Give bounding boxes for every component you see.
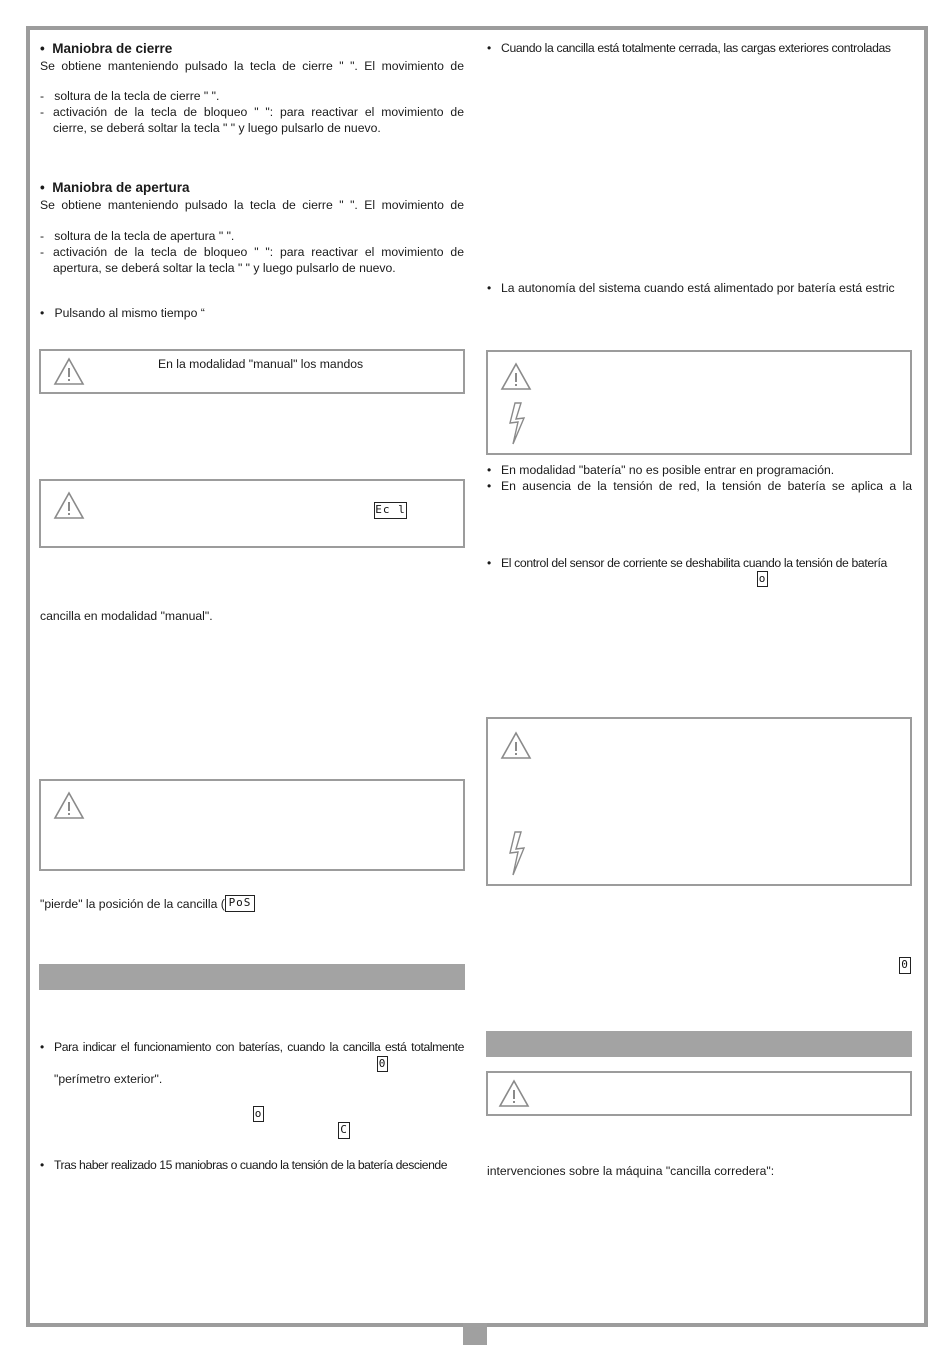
closing-dash-2-cont: cierre, se deberá soltar la tecla " " y luego pulsarlo de nuevo. <box>53 121 381 135</box>
cancilla-manual-text: cancilla en modalidad "manual". <box>40 609 213 623</box>
mode-bullet: En modalidad "batería" no es posible entrar en programación. <box>501 463 835 477</box>
opening-paragraph: Se obtiene manteniendo pulsado la tecla de cierre " ". El movimiento de <box>40 198 464 212</box>
lightning-bolt-icon <box>506 402 528 446</box>
lcd-o-right: o <box>758 572 767 585</box>
interventions-text: intervenciones sobre la máquina "cancilla corredera": <box>487 1164 775 1178</box>
lcd-c-display: C <box>338 1122 350 1139</box>
pressing-bullet: • Pulsando al mismo tiempo “ <box>40 306 205 320</box>
sensor-bullet: El control del sensor de corriente se deshabilita cuando la tensión de batería <box>501 556 887 570</box>
warning-triangle-icon <box>53 357 85 387</box>
warning-triangle-icon <box>500 731 532 761</box>
warning-manual-text: En la modalidad "manual" los mandos <box>158 357 364 371</box>
closing-paragraph: Se obtiene manteniendo pulsado la tecla de cierre " ". El movimiento de <box>40 59 464 73</box>
battery-bullet-2-marker: • <box>40 1158 45 1172</box>
absence-bullet: En ausencia de la tensión de red, la tensión de batería se aplica a la <box>501 479 912 493</box>
lightning-bolt-icon <box>506 831 528 877</box>
pierde-text: "pierde" la posición de la cancilla ( <box>40 897 225 911</box>
warning-box-tc <box>39 479 465 548</box>
closing-heading: • Maniobra de cierre <box>40 41 173 56</box>
warning-triangle-icon <box>498 1079 530 1109</box>
closed-bullet: Cuando la cancilla está totalmente cerrada, las cargas exteriores controladas <box>501 41 891 55</box>
warning-box-right-1 <box>486 350 912 455</box>
battery-bullet-marker: • <box>40 1040 45 1054</box>
battery-bullet-2: Tras haber realizado 15 maniobras o cuando la tensión de la batería desciende <box>54 1158 448 1172</box>
section-bar-right <box>486 1031 912 1057</box>
warning-box-manual <box>39 349 465 394</box>
closing-dash-2-marker: - <box>40 105 45 119</box>
battery-perimeter: "perímetro exterior". <box>54 1072 163 1086</box>
lcd-tc-display: Ec l <box>374 502 407 519</box>
warning-triangle-icon <box>53 791 85 821</box>
opening-dash-2: activación de la tecla de bloqueo " ": para reactivar el movimiento de <box>53 245 464 259</box>
closing-dash-1: - soltura de la tecla de cierre " ". <box>40 89 220 103</box>
autonomy-bullet: La autonomía del sistema cuando está alimentado por batería está estric <box>501 281 895 295</box>
warning-box-right-2 <box>486 717 912 886</box>
lcd-pos-display: PoS <box>225 895 255 912</box>
battery-bullet-1: Para indicar el funcionamiento con baterías, cuando la cancilla está totalmente <box>54 1040 464 1054</box>
lcd-zero-right: 0 <box>899 957 911 974</box>
warning-box-3 <box>39 779 465 871</box>
opening-heading: • Maniobra de apertura <box>40 180 190 195</box>
warning-box-right-3 <box>486 1071 912 1116</box>
closing-dash-2: activación de la tecla de bloqueo " ": para reactivar el movimiento de <box>53 105 464 119</box>
page-frame <box>26 26 928 1327</box>
sensor-bullet-marker: • <box>487 556 492 570</box>
section-bar-left <box>39 964 465 990</box>
lcd-blank-display: 0 <box>378 1057 387 1070</box>
page-number-tab <box>463 1323 487 1345</box>
opening-dash-1: - soltura de la tecla de apertura " ". <box>40 229 235 243</box>
lcd-o-display: o <box>254 1107 263 1120</box>
warning-triangle-icon <box>500 362 532 392</box>
mode-bullet-marker: • <box>487 463 492 477</box>
opening-dash-2-cont: apertura, se deberá soltar la tecla " " y luego pulsarlo de nuevo. <box>53 261 396 275</box>
closed-bullet-marker: • <box>487 41 492 55</box>
autonomy-bullet-marker: • <box>487 281 492 295</box>
opening-dash-2-marker: - <box>40 245 45 259</box>
absence-bullet-marker: • <box>487 479 492 493</box>
warning-triangle-icon <box>53 491 85 521</box>
